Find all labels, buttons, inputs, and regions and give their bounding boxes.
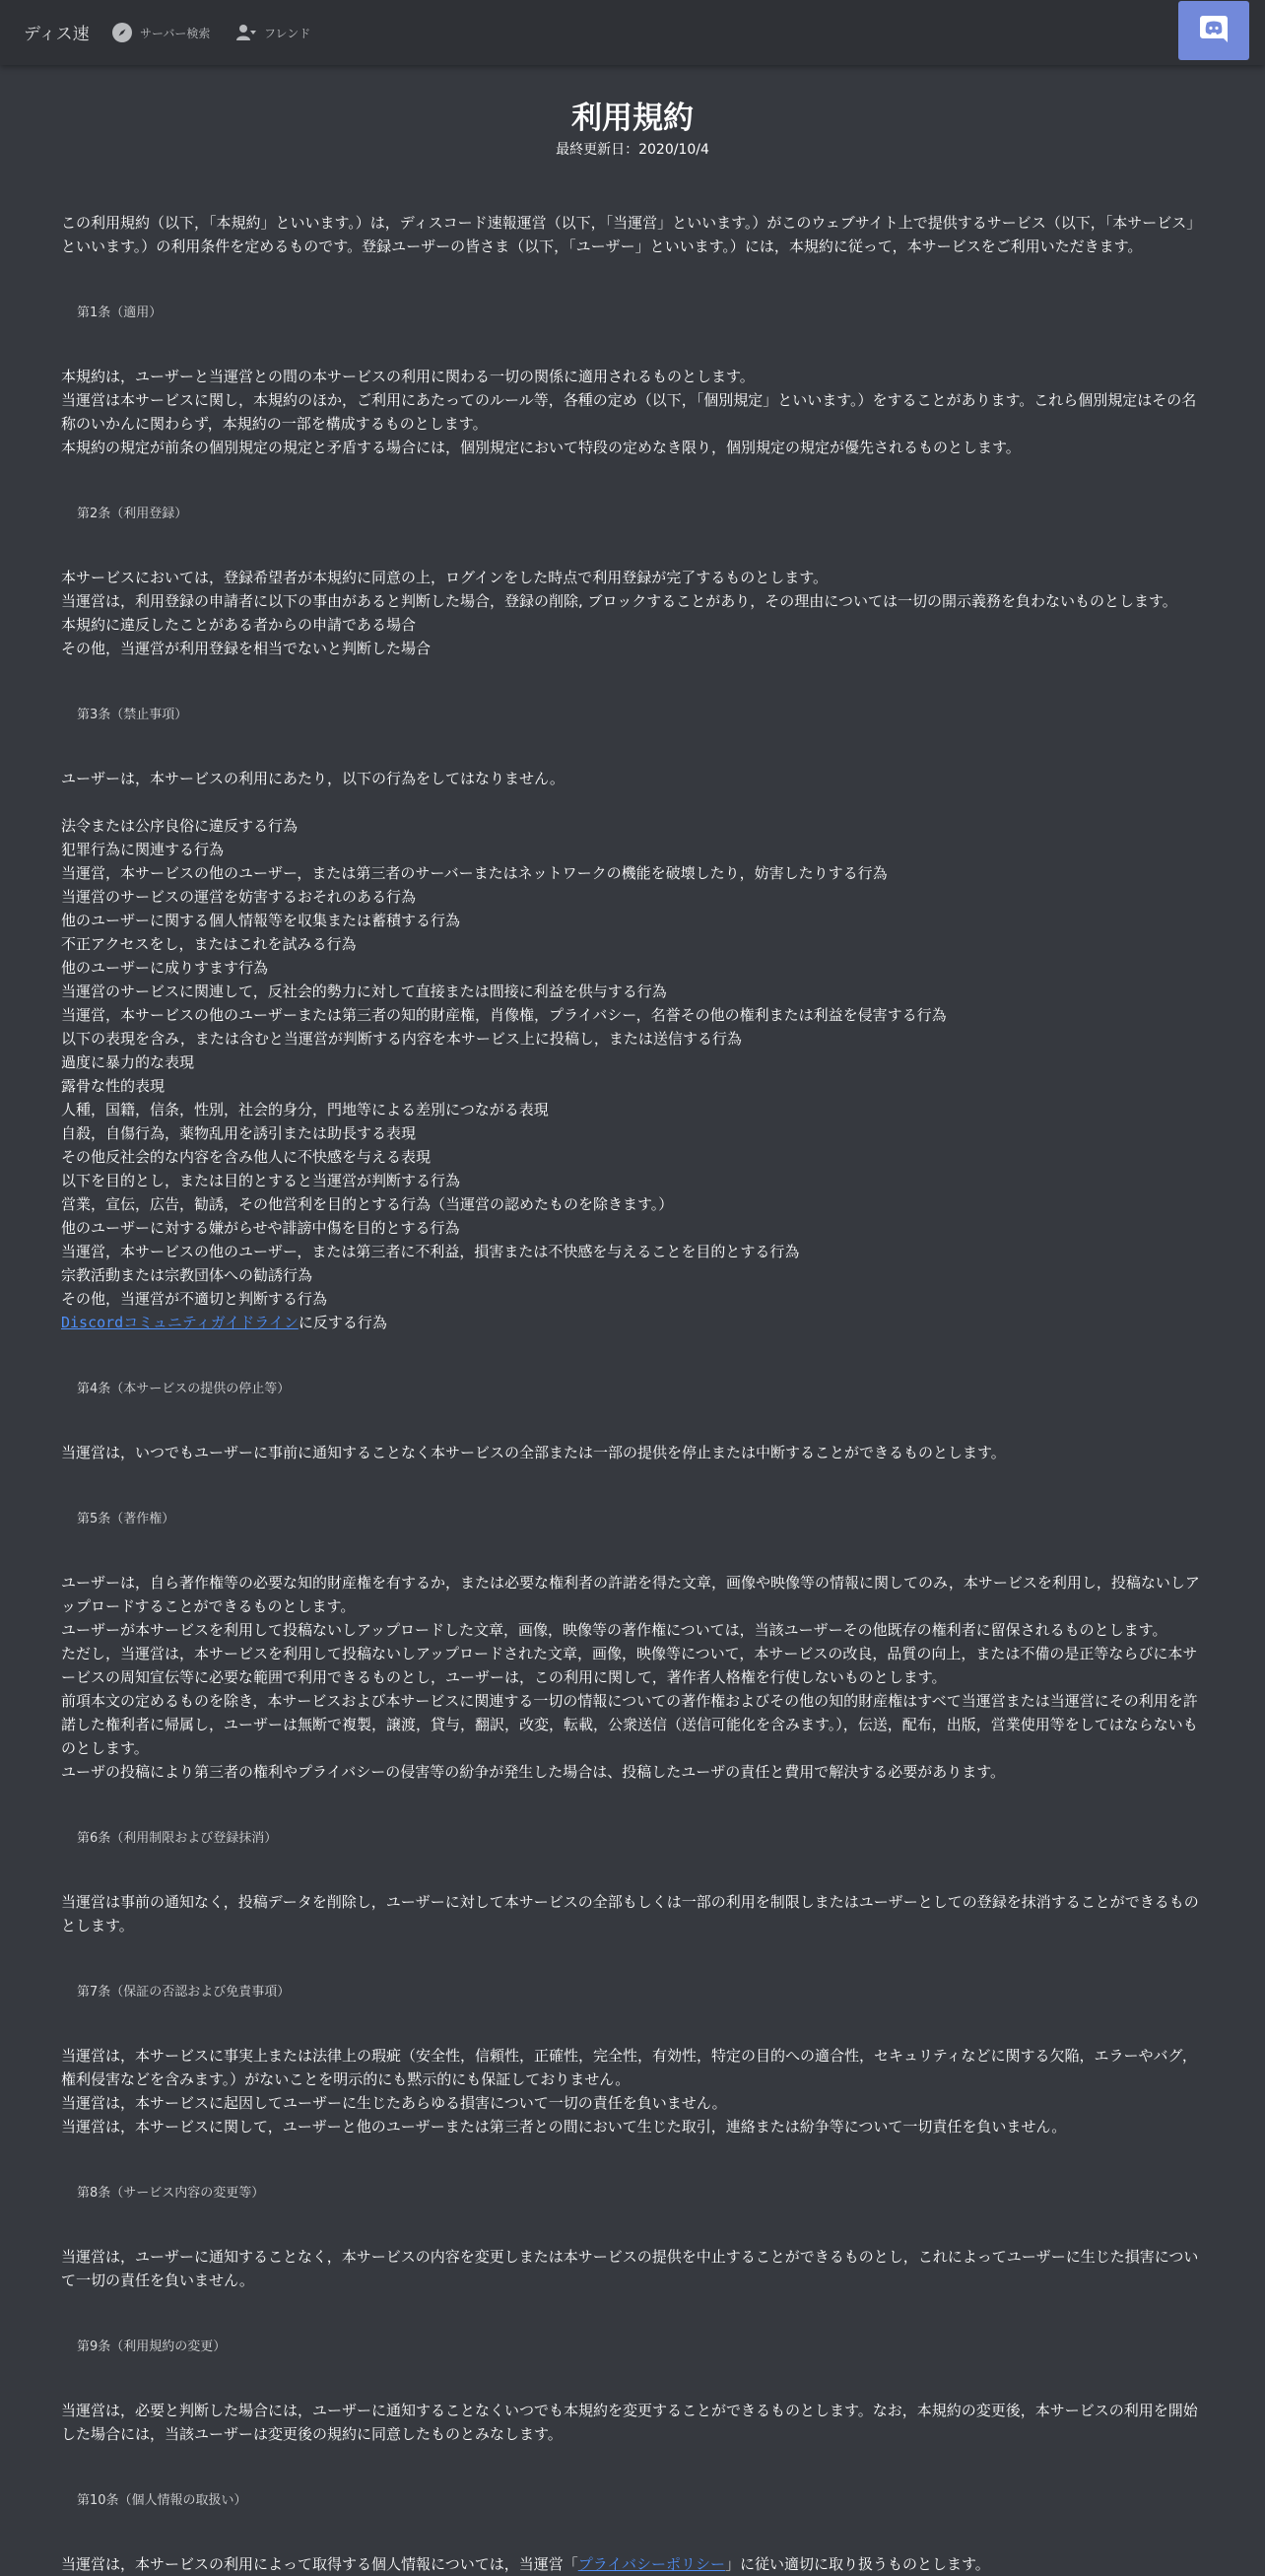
nav-friends[interactable] xyxy=(236,22,310,43)
prohibited-item: 法令または公序良俗に違反する行為 xyxy=(61,817,299,835)
section-paragraph: 本規約は，ユーザーと当運営との間の本サービスの利用に関わる一切の関係に適用されるものとします。 xyxy=(61,368,755,385)
section-title: 第1条（適用） xyxy=(77,305,163,320)
section-paragraph: その他，当運営が利用登録を相当でないと判断した場合 xyxy=(61,640,432,657)
section-paragraph: ユーザーが本サービスを利用して投稿ないしアップロードした文章，画像，映像等の著作権については，当該ユーザーその他既存の権利者に留保されるものとします。 xyxy=(61,1621,1167,1639)
discord-logo-icon xyxy=(1197,12,1231,49)
section-title: 第10条（個人情報の取扱い） xyxy=(77,2493,247,2508)
section-paragraph: 当運営は事前の通知なく，投稿データを削除し，ユーザーに対して本サービスの全部もしくは一部の利用を制限しまたはユーザーとしての登録を抹消することができるものとします。 xyxy=(61,1893,1199,1934)
prohibited-item: 当運営のサービスの運営を妨害するおそれのある行為 xyxy=(61,888,417,906)
section-body xyxy=(61,365,1204,459)
section-paragraph: 当運営は本サービスに関し，本規約のほか，ご利用にあたってのルール等，各種の定め（以下，「個別規定」といいます。）をすることがあります。これら個別規定はその名称のいかんに関わらず，本規約の一部を構成するものとします。 xyxy=(61,391,1197,433)
section-title: 第4条（本サービスの提供の停止等） xyxy=(77,1382,291,1396)
section-paragraph: 本サービスにおいては，登録希望者が本規約に同意の上，ログインをした時点で利用登録が完了するものとします。 xyxy=(61,569,829,586)
section-paragraph: ただし，当運営は，本サービスを利用して投稿ないしアップロードされた文章，画像，映像等について，本サービスの改良，品質の向上，または不備の是正等ならびに本サービスの周知宣伝等に必要な範囲で利用できるものとし，ユーザーは，この利用に関して，著作者人格権を行使しないものとします。 xyxy=(61,1645,1198,1686)
prohibited-item: 当運営のサービスに関連して，反社会的勢力に対して直接または間接に利益を供与する行為 xyxy=(61,983,667,1000)
section-body xyxy=(61,2044,1204,2138)
nav-friends-label: フレンド xyxy=(264,26,311,40)
section-paragraph: 当運営は，本サービスに関して，ユーザーと他のユーザーまたは第三者との間において生じた取引，連絡または紛争等について一切責任を負いません。 xyxy=(61,2118,1067,2135)
prohibited-item: 過度に暴力的な表現 xyxy=(61,1053,195,1071)
section-title: 第7条（保証の否認および免責事項） xyxy=(77,1985,291,2000)
prohibited-item: 当運営，本サービスの他のユーザー，または第三者に不利益，損害または不快感を与えることを目的とする行為 xyxy=(61,1243,800,1260)
intro-paragraph: この利用規約（以下，「本規約」といいます。）は，ディスコード速報運営（以下，「当運営」といいます。）がこのウェブサイト上で提供するサービス（以下，「本サービス」といいます。）の利用条件を定めるものです。登録ユーザーの皆さま（以下，「ユーザー」といいます。）には，本規約に従って，本サービスをご利用いただきます。 xyxy=(61,214,1202,255)
paragraph-prefix: 当運営は，本サービスの利用によって取得する個人情報については，当運営「 xyxy=(61,2555,578,2573)
prohibited-item: 他のユーザーに関する個人情報等を収集または蓄積する行為 xyxy=(61,912,461,929)
section-intro: ユーザーは，本サービスの利用にあたり，以下の行為をしてはなりません。 xyxy=(61,770,565,787)
section-paragraph: 当運営は，利用登録の申請者に以下の事由があると判断した場合，登録の削除, ブロックすることがあり，その理由については一切の開示義務を負わないものとします。 xyxy=(61,592,1177,610)
section-body xyxy=(61,767,1204,1334)
brand-logo-text[interactable]: ディス速 xyxy=(24,25,90,44)
section-body xyxy=(61,566,1204,660)
prohibited-item: 不正アクセスをし，またはこれを試みる行為 xyxy=(61,935,357,953)
prohibited-item: 以下を目的とし，または目的とすると当運営が判断する行為 xyxy=(61,1172,461,1189)
section-paragraph: ユーザの投稿により第三者の権利やプライバシーの侵害等の紛争が発生した場合は、投稿したユーザの責任と費用で解決する必要があります。 xyxy=(61,1763,1006,1781)
paragraph-suffix: 」に従い適切に取り扱うものとします。 xyxy=(724,2555,990,2573)
section-body xyxy=(61,1890,1204,1937)
section-body xyxy=(61,1571,1204,1784)
section-paragraph xyxy=(61,2552,1204,2576)
prohibited-item: その他反社会的な内容を含み他人に不快感を与える表現 xyxy=(61,1148,432,1166)
prohibited-item: 他のユーザーに成りすます行為 xyxy=(61,959,269,977)
prohibited-item: 人種，国籍，信条，性別，社会的身分，門地等による差別につながる表現 xyxy=(61,1101,549,1119)
section-title: 第6条（利用制限および登録抹消） xyxy=(77,1831,278,1846)
guidelines-link[interactable]: Discordコミュニティガイドライン xyxy=(61,1314,299,1331)
section-title: 第5条（著作権） xyxy=(77,1512,175,1526)
section-title: 第2条（利用登録） xyxy=(77,507,188,521)
section-title: 第3条（禁止事項） xyxy=(77,708,188,722)
prohibited-item: 以下の表現を含み，または含むと当運営が判断する内容を本サービス上に投稿し，または送信する行為 xyxy=(61,1030,742,1048)
prohibited-item: 自殺，自傷行為，薬物乱用を誘引または助長する表現 xyxy=(61,1124,417,1142)
privacy-policy-link[interactable]: プライバシーポリシー xyxy=(577,2555,725,2573)
section-paragraph: 前項本文の定めるものを除き，本サービスおよび本サービスに関連する一切の情報についての著作権およびその他の知的財産権はすべて当運営または当運営にその利用を許諾した権利者に帰属し，ユーザーは無断で複製，譲渡，貸与，翻訳，改変，転載，公衆送信（送信可能化を含みます。），伝送，配布，出版，営業使用等をしてはならないものとします。 xyxy=(61,1692,1198,1757)
last-updated: 最終更新日：2020/10/4 xyxy=(556,142,709,158)
discord-login-button[interactable] xyxy=(1178,1,1249,60)
section-paragraph: 当運営は，いつでもユーザーに事前に通知することなく本サービスの全部または一部の提供を停止または中断することができるものとします。 xyxy=(61,1444,1006,1461)
prohibited-item: 露骨な性的表現 xyxy=(61,1077,166,1095)
section-paragraph: 当運営は，本サービスに事実上または法律上の瑕疵（安全性，信頼性，正確性，完全性，有効性，特定の目的への適合性，セキュリティなどに関する欠陥，エラーやバグ，権利侵害などを含みます。）がないことを明示的にも黙示的にも保証しておりません。 xyxy=(61,2047,1197,2088)
section-paragraph: ユーザーは，自ら著作権等の必要な知的財産権を有するか，または必要な権利者の許諾を得た文章，画像や映像等の情報に関してのみ，本サービスを利用し，投稿ないしアップロードすることができるものとします。 xyxy=(61,1574,1200,1615)
section-body xyxy=(61,2399,1204,2446)
prohibited-item: 宗教活動または宗教団体への勧誘行為 xyxy=(61,1266,313,1284)
section-paragraph: 本規約の規定が前条の個別規定の規定と矛盾する場合には，個別規定において特段の定めなき限り，個別規定の規定が優先されるものとします。 xyxy=(61,439,1021,456)
prohibited-item: 他のユーザーに対する嫌がらせや誹謗中傷を目的とする行為 xyxy=(61,1219,460,1237)
section-paragraph: 当運営は，必要と判断した場合には，ユーザーに通知することなくいつでも本規約を変更することができるものとします。なお，本規約の変更後，本サービスの利用を開始した場合には，当該ユーザーは変更後の規約に同意したものとみなします。 xyxy=(61,2402,1198,2443)
section-body xyxy=(61,2245,1204,2292)
nav-server-search-label: サーバー検索 xyxy=(140,26,211,40)
navbar xyxy=(0,0,1265,65)
prohibited-item: 当運営，本サービスの他のユーザーまたは第三者の知的財産権，肖像権，プライバシー，名誉その他の権利または利益を侵害する行為 xyxy=(61,1006,947,1024)
friends-icon xyxy=(236,23,256,42)
section-body xyxy=(61,2552,1204,2576)
section-paragraph: 本規約に違反したことがある者からの申請である場合 xyxy=(61,616,417,634)
terms-content xyxy=(61,65,1204,2576)
section-paragraph: 当運営は，ユーザーに通知することなく，本サービスの内容を変更しまたは本サービスの提供を中止することができるものとし，これによってユーザーに生じた損害について一切の責任を負いません。 xyxy=(61,2248,1199,2289)
spacer xyxy=(61,790,1204,814)
nav-server-search[interactable] xyxy=(112,22,210,43)
link-suffix: に反する行為 xyxy=(298,1314,387,1331)
prohibited-item: 営業，宣伝，広告，勧誘，その他営利を目的とする行為（当運営の認めたものを除きます。） xyxy=(61,1195,674,1213)
sections-container xyxy=(61,304,1204,2576)
prohibited-item: その他，当運営が不適切と判断する行為 xyxy=(61,1290,328,1308)
section-body xyxy=(61,1441,1204,1464)
section-paragraph: 当運営は，本サービスに起因してユーザーに生じたあらゆる損害について一切の責任を負いません。 xyxy=(61,2094,727,2112)
prohibited-item: 犯罪行為に関連する行為 xyxy=(61,841,225,858)
compass-icon xyxy=(112,23,132,42)
section-title: 第8条（サービス内容の変更等） xyxy=(77,2186,265,2201)
prohibited-item xyxy=(61,1311,1204,1334)
page-title: 利用規約 xyxy=(571,101,694,136)
section-title: 第9条（利用規約の変更） xyxy=(77,2339,227,2354)
prohibited-item: 当運営，本サービスの他のユーザー，または第三者のサーバーまたはネットワークの機能を破壊したり，妨害したりする行為 xyxy=(61,864,888,882)
